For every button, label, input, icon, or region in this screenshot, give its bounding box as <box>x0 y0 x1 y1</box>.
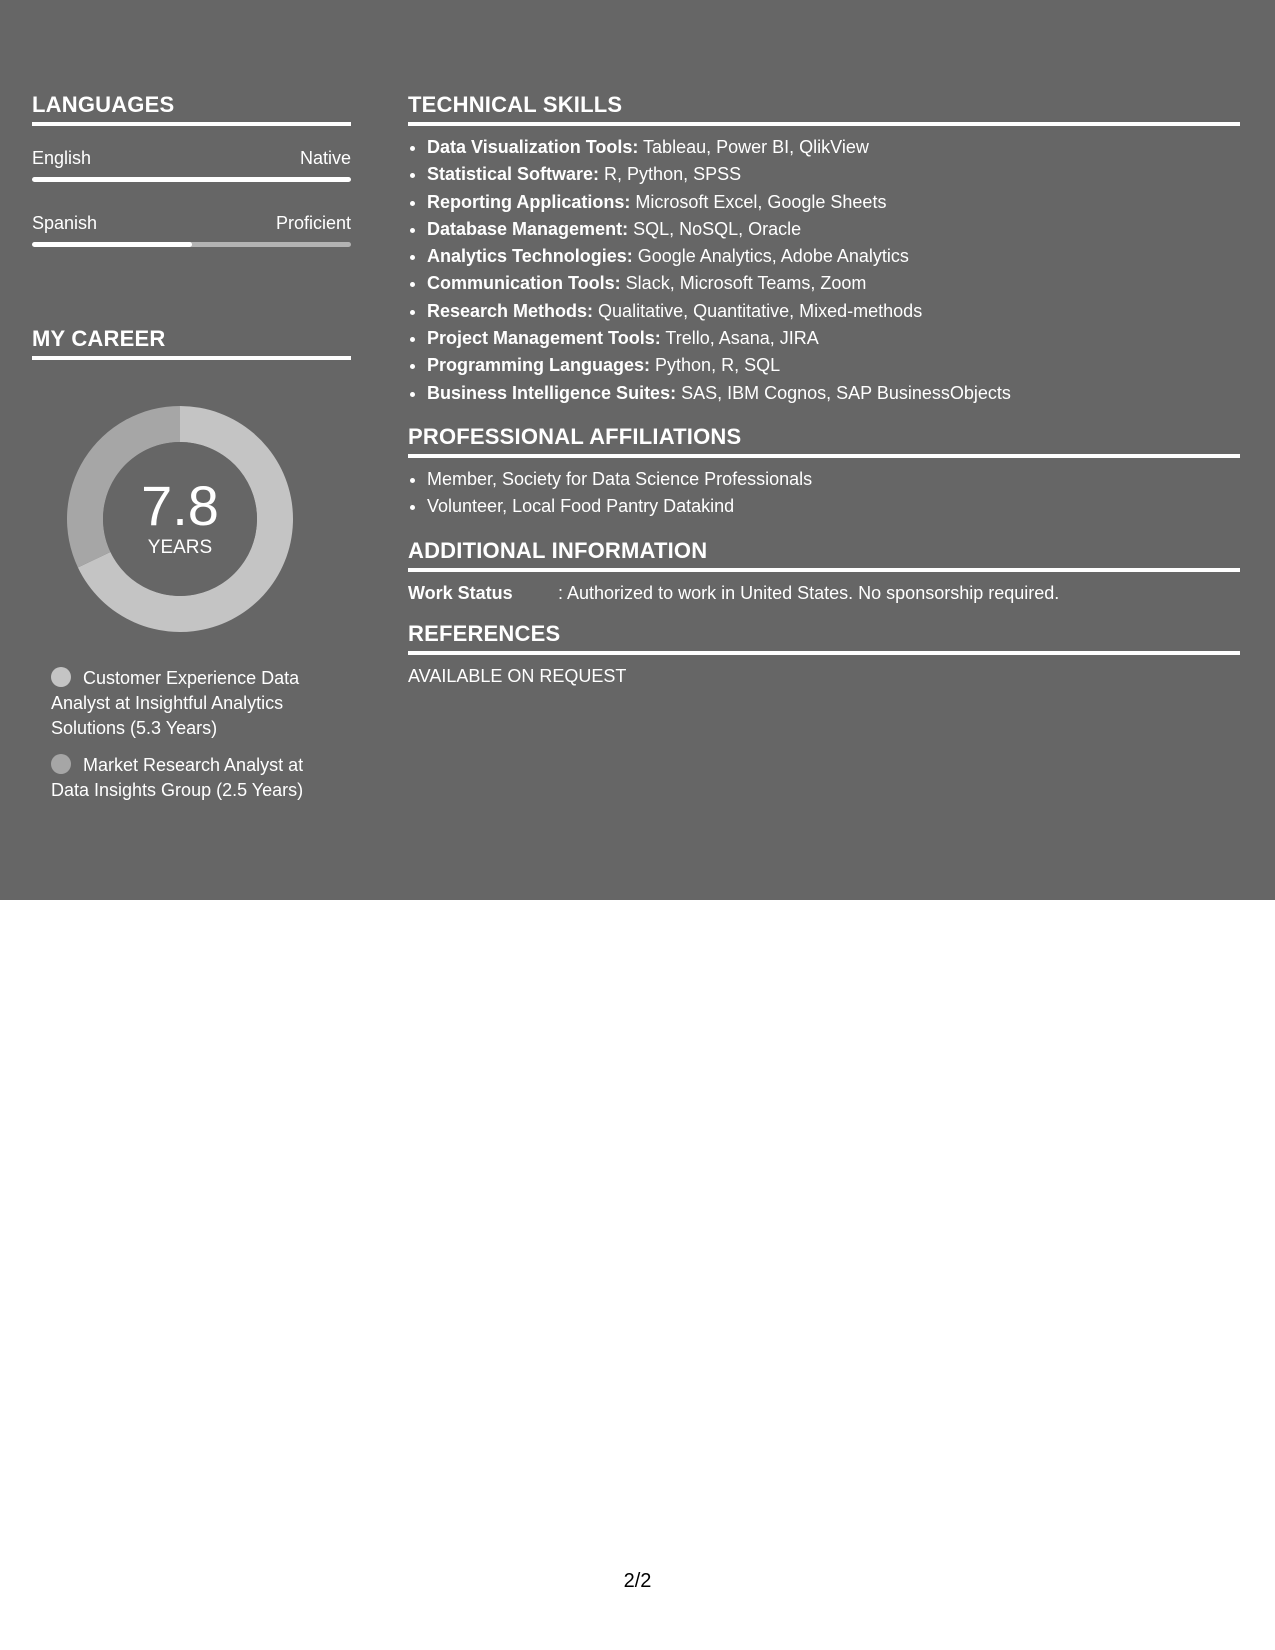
language-level: Native <box>299 148 351 168</box>
career-total <box>67 406 293 632</box>
skill-item <box>427 270 1240 297</box>
skill-value: SQL, NoSQL, Oracle <box>628 218 802 239</box>
skill-item <box>427 134 1240 161</box>
left-column <box>32 92 351 815</box>
skill-label: Statistical Software: <box>427 164 600 185</box>
career-legend-item <box>51 753 331 803</box>
skill-item <box>427 325 1240 352</box>
references-text: AVAILABLE ON REQUEST <box>408 665 627 686</box>
skill-item <box>427 298 1240 325</box>
skill-label: Project Management Tools: <box>427 328 661 349</box>
career-heading: MY CAREER <box>32 326 351 360</box>
career-role-text: Market Research Analyst at Data Insights Group (2.5 Years) <box>51 755 304 800</box>
skill-value: Tableau, Power BI, QlikView <box>638 137 869 157</box>
legend-dot-icon <box>51 754 71 774</box>
skill-label: Communication Tools: <box>427 273 621 294</box>
skill-value: Python, R, SQL <box>650 355 781 376</box>
references-heading: REFERENCES <box>408 621 1240 655</box>
skill-item <box>427 189 1240 216</box>
language-proficiency-fill <box>32 242 192 247</box>
legend-dot-icon <box>51 667 71 687</box>
skill-label: Analytics Technologies: <box>427 246 633 267</box>
technical-skills-heading: TECHNICAL SKILLS <box>408 92 1240 126</box>
skill-value: Qualitative, Quantitative, Mixed-methods <box>593 300 923 321</box>
skill-label: Reporting Applications: <box>427 191 631 212</box>
skill-label: Programming Languages: <box>427 355 651 376</box>
skill-item <box>427 352 1240 379</box>
skill-item <box>427 161 1240 188</box>
career-total-value: 7.8 <box>141 474 219 537</box>
skill-value: Google Analytics, Adobe Analytics <box>632 246 909 267</box>
affiliation-item: • Volunteer, Local Food Pantry Datakind <box>427 493 1240 520</box>
skill-label: Business Intelligence Suites: <box>427 382 677 403</box>
skill-item <box>427 243 1240 270</box>
additional-info-heading: ADDITIONAL INFORMATION <box>408 538 1240 572</box>
language-proficiency-bar <box>32 242 351 247</box>
career-legend <box>51 666 331 803</box>
work-status-value: : Authorized to work in United States. No sponsorship required. <box>558 582 1060 603</box>
page-number: 2/2 <box>623 1570 652 1592</box>
language-name: Spanish <box>32 213 98 233</box>
technical-skills-list <box>408 134 1240 407</box>
career-total-unit: YEARS <box>147 537 213 558</box>
career-role-text: Customer Experience Data Analyst at Insightful Analytics Solutions (5.3 Years) <box>51 668 300 738</box>
skill-label: Research Methods: <box>427 300 594 321</box>
work-status-row <box>408 581 1240 605</box>
language-proficiency-bar <box>32 177 351 182</box>
languages-heading: LANGUAGES <box>32 92 351 126</box>
skill-value: Trello, Asana, JIRA <box>660 328 819 349</box>
skill-value: R, Python, SPSS <box>599 164 742 185</box>
career-legend-item <box>51 666 331 741</box>
language-item-spanish <box>32 212 351 247</box>
skill-label: Data Visualization Tools: <box>427 137 639 157</box>
language-name: English <box>32 148 92 168</box>
skill-item <box>427 216 1240 243</box>
skill-value: SAS, IBM Cognos, SAP BusinessObjects <box>676 382 1011 403</box>
skill-item <box>427 380 1240 407</box>
affiliations-heading: PROFESSIONAL AFFILIATIONS <box>408 424 1240 458</box>
language-level: Proficient <box>275 213 351 233</box>
affiliation-item: • Member, Society for Data Science Professionals <box>427 466 1240 493</box>
skill-label: Database Management: <box>427 218 629 239</box>
skill-value: Microsoft Excel, Google Sheets <box>630 191 887 212</box>
skill-value: Slack, Microsoft Teams, Zoom <box>620 273 867 294</box>
right-column <box>408 92 1240 688</box>
career-donut-chart <box>67 406 293 632</box>
affiliations-list <box>408 466 1240 521</box>
language-proficiency-fill <box>32 177 351 182</box>
work-status-label: Work Status <box>408 582 513 603</box>
language-item-english <box>32 147 351 182</box>
